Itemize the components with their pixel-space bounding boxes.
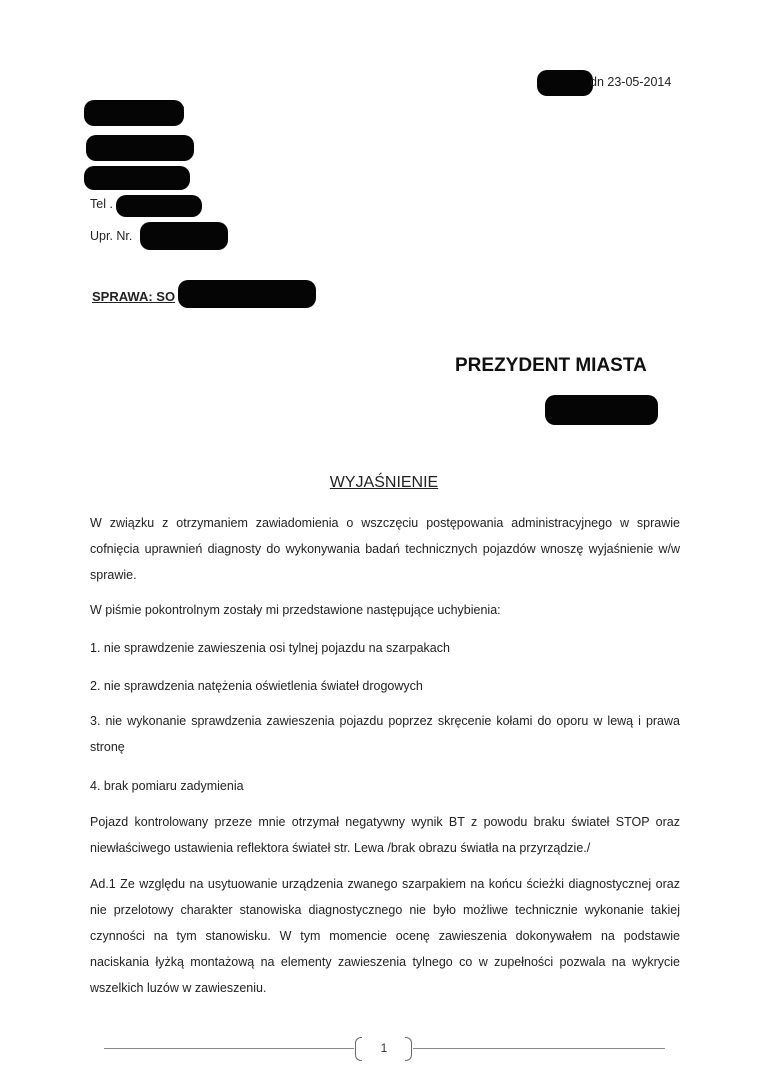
redaction-mark [84,100,184,126]
redaction-mark [545,395,658,425]
page-number: 1 [380,1041,388,1055]
intro-paragraph: W związku z otrzymaniem zawiadomienia o wszczęciu postępowania administracyjnego w sprawie cofnięcia uprawnień diagnosty do wykonywania badań technicznych pojazdów wnoszę wyjaśnienie w/w sprawie. [90,516,680,582]
redaction-mark [86,135,194,161]
list-item: 3. nie wykonanie sprawdzenia zawieszenia pojazdu poprzez skręcenie kołami do oporu w lewą i prawa stronę [90,714,680,754]
list-intro: W piśmie pokontrolnym zostały mi przedstawione następujące uchybienia: [90,603,501,617]
page-bracket-right [405,1037,412,1061]
ad1-paragraph: Ad.1 Ze względu na usytuowanie urządzenia zwanego szarpakiem na końcu ścieżki diagnostycznej oraz nie przelotowy charakter stanowiska diagnostycznego nie było możliwe technicznie wykonanie takiej czynności na tym stanowisku. W tym momencie ocenę zawieszenia dokonywałem na podstawie naciskania łyżką montażową na elementy zawieszenia tylnego co w zupełności pozwala na wykrycie wszelkich luzów w zawieszeniu. [90,877,680,995]
document-title: WYJAŚNIENIE [329,474,439,491]
list-item: 4. brak pomiaru zadymienia [90,779,244,793]
list-item: 2. nie sprawdzenia natężenia oświetlenia świateł drogowych [90,679,423,693]
case-reference: SPRAWA: SO [92,289,176,304]
redaction-mark [178,280,316,308]
vehicle-note: Pojazd kontrolowany przeze mnie otrzymał negatywny wynik BT z powodu braku świateł STOP oraz niewłaściwego ustawienia reflektora świateł str. Lewa /brak obrazu światła na przyrządzie./ [90,815,680,855]
redaction-mark [537,70,593,96]
footer-rule [104,1048,354,1049]
redaction-mark [140,222,228,250]
list-item: 1. nie sprawdzenie zawieszenia osi tylnej pojazdu na szarpakach [90,641,450,655]
footer-rule [413,1048,665,1049]
redaction-mark [84,166,190,190]
document-date: dn 23-05-2014 [590,75,672,89]
redaction-mark [116,195,202,217]
sender-license-label: Upr. Nr. [90,229,133,243]
sender-phone-label: Tel . [90,197,113,211]
recipient-title: PREZYDENT MIASTA [455,355,647,376]
page-bracket-left [355,1037,362,1061]
